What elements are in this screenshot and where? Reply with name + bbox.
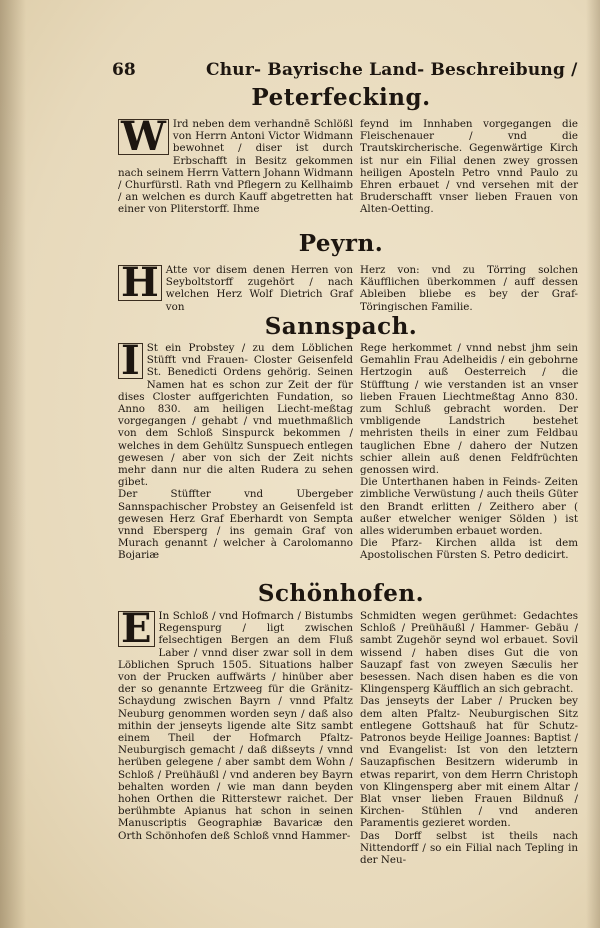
section-peyrn-right-column — [360, 264, 578, 313]
section-title-peterfecking: Peterfecking. — [251, 84, 431, 111]
paragraph: Die Pfarz- Kirchen allda ist dem Apostolischen Fürsten S. Petro dedicirt. — [360, 537, 578, 562]
paragraph: Rege herkommet / vnnd nebst jhm sein Gemahlin Frau Adelheidis / ein gebohrne Hertzogin auß Oesterreich / die Stüfftung / wie verstanden ist an vnser lieben Frauen Liechtmeßtag Anno 830. zum Schluß gebracht worden. Der vmbligende Landstrich bestehet mehristen theils in einer zum Feldbau tauglichen Ebne / dahero der Nutzen schier allein auß denen Feldfrüchten genossen wird. — [360, 342, 578, 477]
section-peterfecking-right-column — [360, 118, 578, 216]
paragraph: feynd im Innhaben vorgegangen die Fleischenauer / vnd die Trautskircherische. Gegenwärtige Kirch ist nur ein Filial denen zwey grossen heiligen Aposteln Petro vnnd Paulo zu Ehren erbauet / vnd versehen mit der Bruderschafft vnser lieben Frauen von Alten-Oetting. — [360, 118, 578, 216]
section-peyrn-left-column — [118, 259, 353, 313]
page-edge-shadow — [586, 0, 600, 928]
page-gutter-shadow — [0, 0, 26, 928]
paragraph: In Schloß / vnd Hofmarch / Bistumbs Regenspurg / ligt zwischen felsechtigen Bergen an dem Fluß Laber / vnnd diser zwar soll in dem Löblichen Spruch 1505. Situations halber von der Prucken auffwärts / hinüber aber der so genannte Ertzweeg für die Gränitz-Schaydung zwischen Bayrn / vnnd Pfaltz Neuburg genommen worden seyn / daß also mithin der jenseyts ligende alte Sitz sambt einem Theil der Hofmarch Pfaltz- Neuburgisch gemacht / daß dißseyts / vnnd herüben gelegene / aber sambt dem Wohn / Schloß / Preühäußl / vnd anderen bey Bayrn behalten worden / wie man dann beyden hohen Orthen die Ritterstewr raichet. Der berühmbte Apianus hat schon in seinen Manuscriptis Geographiæ Bavaricæ den Orth Schönhofen deß Schloß vnnd Hammer- — [118, 610, 353, 842]
running-title: Chur- Bayrische Land- Beschreibung / — [206, 60, 578, 80]
drop-cap: H — [118, 265, 162, 301]
section-peterfecking-left-column — [118, 113, 353, 216]
paragraph: Herz von: vnd zu Törring solchen Käufflichen überkommen / auff dessen Ableiben bliebe es bey der Graf- Töringischen Familie. — [360, 264, 578, 313]
section-title-peyrn: Peyrn. — [298, 230, 384, 257]
section-title-schoenhofen: Schönhofen. — [257, 580, 425, 607]
page-header — [112, 60, 578, 84]
paragraph: Die Unterthanen haben in Feinds- Zeiten zimbliche Verwüstung / auch theils Güter den Brandt erlitten / Zeithero aber ( außer etwelcher weniger Sölden ) ist alles widerumben erbauet worden. — [360, 476, 578, 538]
paragraph: Das Dorff selbst ist theils nach Nittendorff / so ein Filial nach Tepling in der Neu- — [360, 829, 578, 867]
section-schoenhofen-right-column — [360, 610, 578, 866]
section-schoenhofen-left-column — [118, 605, 353, 842]
paragraph: Ird neben dem verhandnē Schlößl von Herrn Antoni Victor Widmann bewohnet / diser ist durch Erbschafft in Besitz gekommen nach seinem Herrn Vattern Johann Widmann / Churfürstl. Rath vnd Pflegern zu Kellhaimb / an welchen es durch Kauff abgetretten hat einer von Pliterstorff. Ihme — [118, 118, 353, 216]
section-sannspach-right-column — [360, 342, 578, 562]
section-title-sannspach: Sannspach. — [264, 313, 418, 340]
drop-cap: E — [118, 611, 155, 647]
paragraph: St ein Probstey / zu dem Löblichen Stüfft vnd Frauen- Closter Geisenfeld St. Benedicti Ordens gehörig. Seinen Namen hat es schon zur Zeit der für dises Closter auffgerichten Fundation, so Anno 830. am heiligen Liecht-meßtag vorgegangen / gehabt / vnd muethmaßlich von dem Schloß Sinspurck bekommen / welches in dem Gehültz Sunspuech entlegen gewesen / aber von sich der Zeit nichts mehr dann nur die alten Rudera zu sehen gibet. — [118, 342, 353, 489]
page-number: 68 — [112, 60, 136, 80]
drop-cap: I — [118, 343, 143, 379]
section-sannspach-left-column — [118, 337, 353, 562]
paragraph: Atte vor disem denen Herren von Seyboltstorff zugehört / nach welchen Herz Wolf Dietrich Graf von — [165, 264, 353, 313]
drop-cap: W — [118, 119, 169, 155]
paragraph: Der Stüffter vnd Ubergeber Sannspachischer Probstey an Geisenfeld ist gewesen Herz Graf Eberhardt von Sempta vnnd Ebersperg / ins gemain Graf von Murach genannt / welcher à Carolomanno Bojariæ — [118, 488, 353, 562]
paragraph: Das jenseyts der Laber / Prucken bey dem alten Pfaltz- Neuburgischen Sitz entlegene Gottshauß hat für Schutz- Patronos beyde Heilige Joannes: Baptist / vnd Evangelist: Ist von den letztern Sauzapfischen Besitzern widerumb in etwas reparirt, von dem Herrn Christoph von Klingensperg aber mit einem Altar / Blat vnser lieben Frauen Bildnuß / Kirchen- Stühlen / vnd anderen Paramentis gezieret worden. — [360, 695, 578, 830]
paragraph: Schmidten wegen gerühmet: Gedachtes Schloß / Preühäußl / Hammer- Gebäu / sambt Zugehör seynd wol erbauet. Sovil wissend / haben dises Gut die von Sauzapf fast von zweyen Sæculis her besessen. Nach disen haben es die von Klingensperg Käufflich an sich gebracht. — [360, 610, 578, 696]
